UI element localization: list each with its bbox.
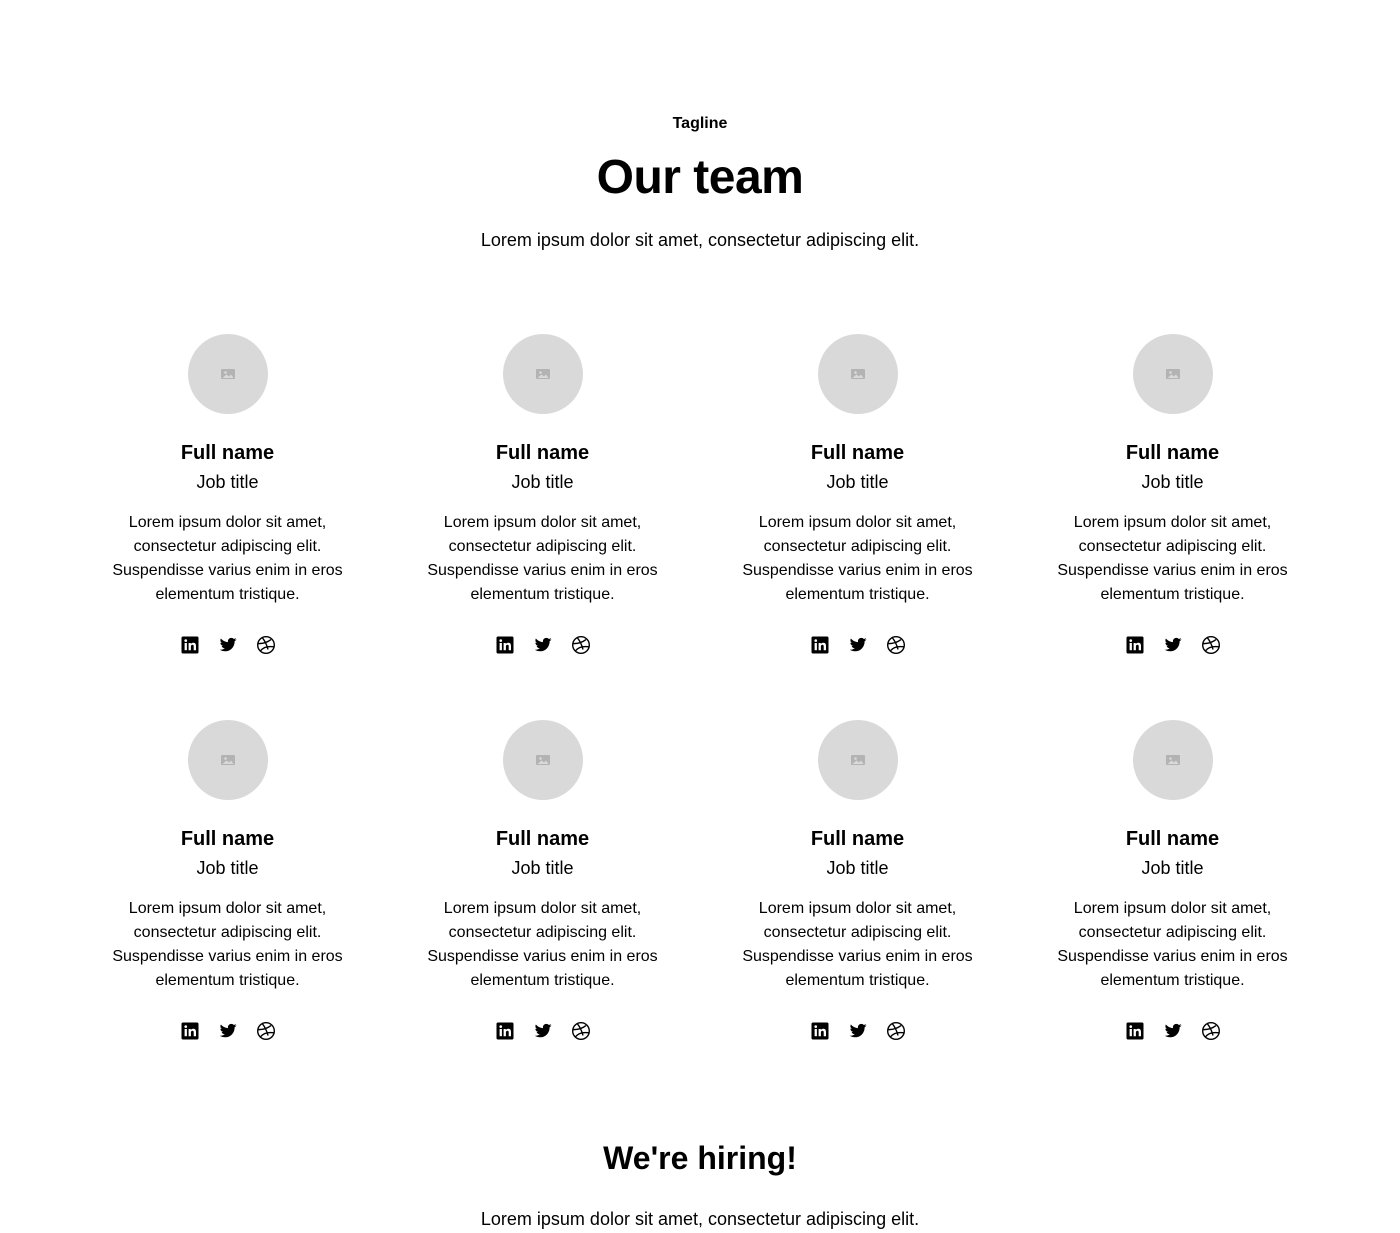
member-name: Full name [180,828,275,850]
member-job-title: Job title [1141,858,1204,878]
team-member-card [730,334,985,655]
member-bio: Lorem ipsum dolor sit amet, consectetur adipiscing elit. Suspendisse varius enim in eros elementum tristique. [1057,900,1288,989]
image-placeholder-icon [535,752,551,768]
member-name: Full name [1125,442,1220,464]
member-job-title: Job title [511,472,574,492]
linkedin-icon[interactable] [495,1021,515,1041]
avatar [188,720,268,800]
dribbble-icon[interactable] [1201,635,1221,655]
avatar [188,334,268,414]
dribbble-icon[interactable] [256,1021,276,1041]
team-member-card [1045,720,1300,1041]
dribbble-icon[interactable] [1201,1021,1221,1041]
image-placeholder-icon [220,366,236,382]
member-bio: Lorem ipsum dolor sit amet, consectetur adipiscing elit. Suspendisse varius enim in eros elementum tristique. [112,514,343,603]
twitter-icon[interactable] [1163,1021,1183,1041]
member-bio: Lorem ipsum dolor sit amet, consectetur adipiscing elit. Suspendisse varius enim in eros elementum tristique. [1057,514,1288,603]
avatar [1133,334,1213,414]
tagline: Tagline [672,115,728,132]
linkedin-icon[interactable] [180,635,200,655]
member-name: Full name [1125,828,1220,850]
member-bio: Lorem ipsum dolor sit amet, consectetur adipiscing elit. Suspendisse varius enim in eros elementum tristique. [742,514,973,603]
team-member-card [100,334,355,655]
twitter-icon[interactable] [533,1021,553,1041]
avatar [818,720,898,800]
team-grid [64,334,1336,1041]
member-name: Full name [810,828,905,850]
member-bio: Lorem ipsum dolor sit amet, consectetur adipiscing elit. Suspendisse varius enim in eros elementum tristique. [427,900,658,989]
member-social-links [495,1021,591,1041]
member-job-title: Job title [826,472,889,492]
team-member-card [730,720,985,1041]
dribbble-icon[interactable] [571,635,591,655]
team-member-card [1045,334,1300,655]
linkedin-icon[interactable] [810,635,830,655]
member-bio: Lorem ipsum dolor sit amet, consectetur adipiscing elit. Suspendisse varius enim in eros elementum tristique. [427,514,658,603]
page-subtitle: Lorem ipsum dolor sit amet, consectetur adipiscing elit. [480,230,920,250]
dribbble-icon[interactable] [886,635,906,655]
image-placeholder-icon [1165,366,1181,382]
twitter-icon[interactable] [848,635,868,655]
page-title: Our team [596,151,804,204]
member-job-title: Job title [196,858,259,878]
avatar [818,334,898,414]
member-job-title: Job title [196,472,259,492]
member-social-links [810,1021,906,1041]
team-header [0,0,1400,254]
dribbble-icon[interactable] [256,635,276,655]
dribbble-icon[interactable] [571,1021,591,1041]
member-name: Full name [180,442,275,464]
hiring-section [0,1137,1400,1233]
twitter-icon[interactable] [1163,635,1183,655]
image-placeholder-icon [535,366,551,382]
avatar [1133,720,1213,800]
image-placeholder-icon [850,752,866,768]
team-member-card [100,720,355,1041]
avatar [503,720,583,800]
avatar [503,334,583,414]
member-name: Full name [495,442,590,464]
member-job-title: Job title [511,858,574,878]
linkedin-icon[interactable] [810,1021,830,1041]
team-member-card [415,720,670,1041]
linkedin-icon[interactable] [495,635,515,655]
image-placeholder-icon [1165,752,1181,768]
member-social-links [1125,1021,1221,1041]
member-name: Full name [810,442,905,464]
twitter-icon[interactable] [218,1021,238,1041]
member-social-links [810,635,906,655]
image-placeholder-icon [850,366,866,382]
member-social-links [180,1021,276,1041]
team-member-card [415,334,670,655]
image-placeholder-icon [220,752,236,768]
member-social-links [180,635,276,655]
member-job-title: Job title [826,858,889,878]
member-bio: Lorem ipsum dolor sit amet, consectetur adipiscing elit. Suspendisse varius enim in eros elementum tristique. [112,900,343,989]
twitter-icon[interactable] [533,635,553,655]
member-social-links [495,635,591,655]
linkedin-icon[interactable] [180,1021,200,1041]
hiring-text: Lorem ipsum dolor sit amet, consectetur adipiscing elit. [480,1209,920,1229]
member-social-links [1125,635,1221,655]
twitter-icon[interactable] [218,635,238,655]
member-job-title: Job title [1141,472,1204,492]
linkedin-icon[interactable] [1125,1021,1145,1041]
member-bio: Lorem ipsum dolor sit amet, consectetur adipiscing elit. Suspendisse varius enim in eros elementum tristique. [742,900,973,989]
member-name: Full name [495,828,590,850]
twitter-icon[interactable] [848,1021,868,1041]
hiring-title: We're hiring! [603,1140,797,1176]
linkedin-icon[interactable] [1125,635,1145,655]
dribbble-icon[interactable] [886,1021,906,1041]
